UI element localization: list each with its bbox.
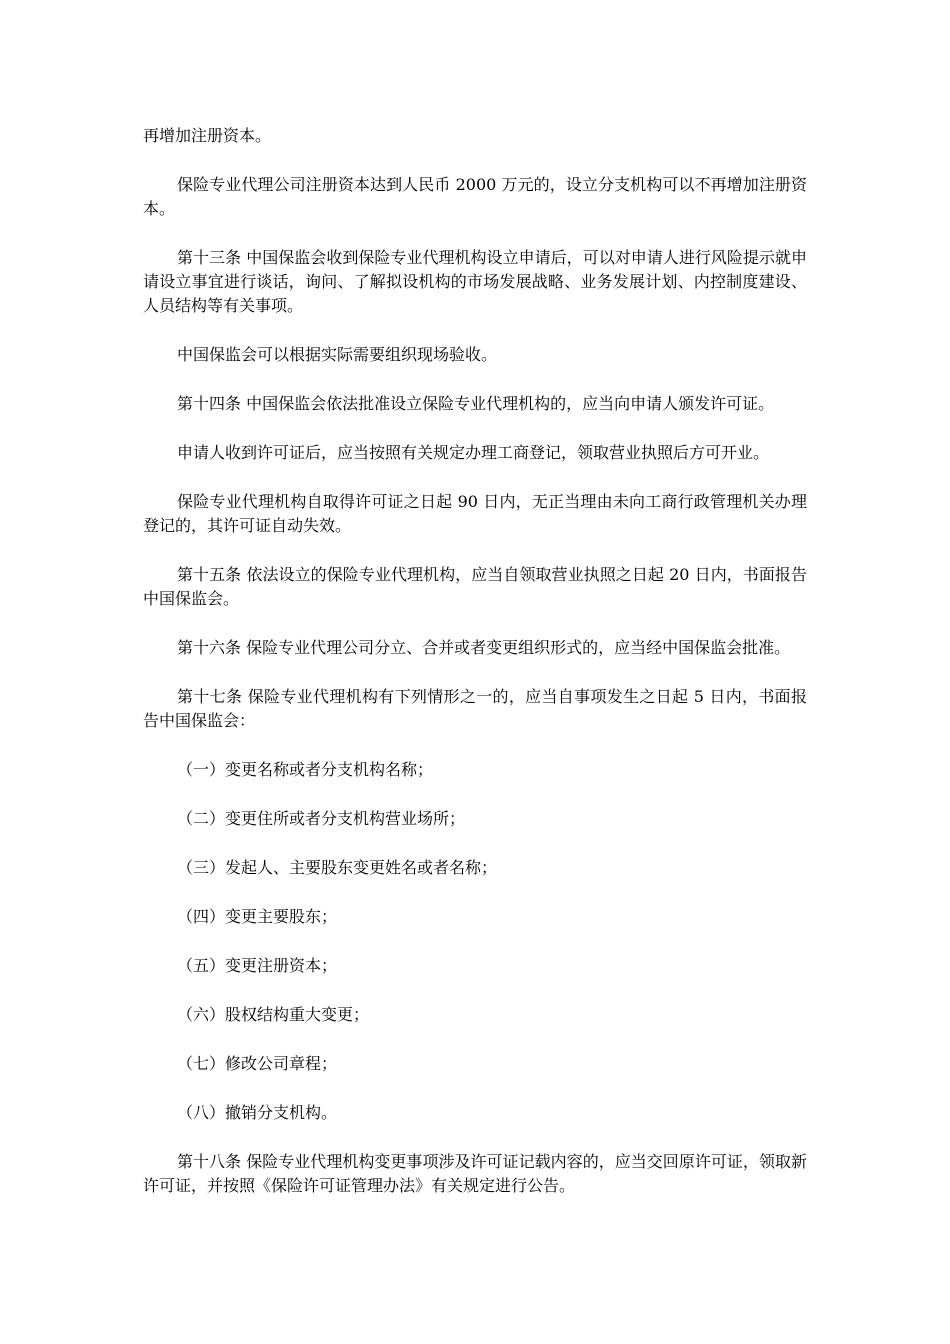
article-16: 第十六条 保险专业代理公司分立、合并或者变更组织形式的，应当经中国保监会批准。 <box>177 638 791 657</box>
paragraph-continuation: 再增加注册资本。 <box>143 126 272 145</box>
paragraph-site-inspection: 中国保监会可以根据实际需要组织现场验收。 <box>177 345 498 364</box>
paragraph-business-registration: 申请人收到许可证后，应当按照有关规定办理工商登记，领取营业执照后方可开业。 <box>177 443 770 462</box>
article-15: 第十五条 依法设立的保险专业代理机构，应当自领取营业执照之日起 20 日内，书面报告中国保监会。 <box>143 565 807 608</box>
document-body <box>143 124 807 1223</box>
list-item-5: （五）变更注册资本； <box>177 956 338 975</box>
paragraph-license-expiry: 保险专业代理机构自取得许可证之日起 90 日内，无正当理由未向工商行政管理机关办理登记的，其许可证自动失效。 <box>143 492 807 535</box>
list-item-2: （二）变更住所或者分支机构营业场所； <box>177 809 466 828</box>
list-item-6: （六）股权结构重大变更； <box>177 1005 370 1024</box>
article-14: 第十四条 中国保监会依法批准设立保险专业代理机构的，应当向申请人颁发许可证。 <box>177 394 775 413</box>
article-17: 第十七条 保险专业代理机构有下列情形之一的，应当自事项发生之日起 5 日内，书面报告中国保监会： <box>143 687 807 730</box>
article-18: 第十八条 保险专业代理机构变更事项涉及许可证记载内容的，应当交回原许可证，领取新许可证，并按照《保险许可证管理办法》有关规定进行公告。 <box>143 1152 807 1195</box>
list-item-8: （八）撤销分支机构。 <box>177 1103 338 1122</box>
list-item-4: （四）变更主要股东； <box>177 907 338 926</box>
article-13: 第十三条 中国保监会收到保险专业代理机构设立申请后，可以对申请人进行风险提示就申请设立事宜进行谈话，询问、了解拟设机构的市场发展战略、业务发展计划、内控制度建设、人员结构等有关事项。 <box>143 248 807 315</box>
paragraph-capital: 保险专业代理公司注册资本达到人民币 2000 万元的，设立分支机构可以不再增加注册资本。 <box>143 175 807 218</box>
list-item-1: （一）变更名称或者分支机构名称； <box>177 760 434 779</box>
list-item-3: （三）发起人、主要股东变更姓名或者名称； <box>177 858 498 877</box>
list-item-7: （七）修改公司章程； <box>177 1054 338 1073</box>
